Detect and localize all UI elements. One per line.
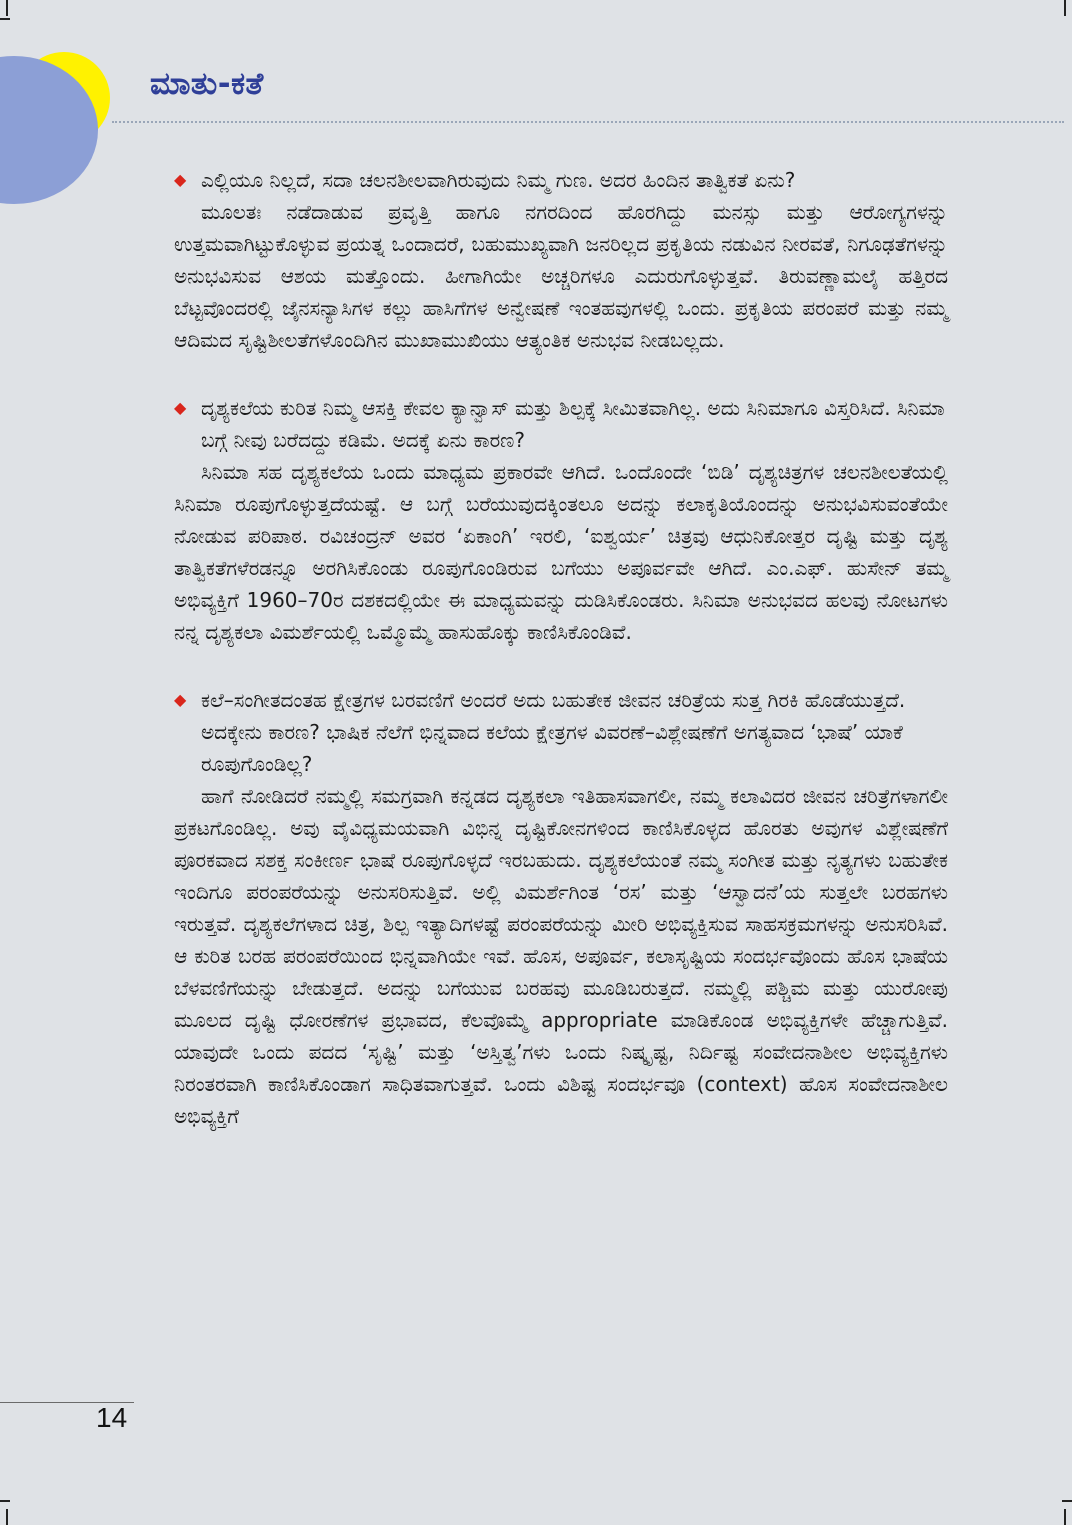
red-diamond-bullet-icon: ◆ [174, 690, 187, 709]
interview-content [174, 164, 948, 1168]
question-2 [174, 392, 948, 456]
red-diamond-bullet-icon: ◆ [174, 398, 187, 417]
question-1 [174, 164, 948, 196]
question-2-text: ದೃಶ್ಯಕಲೆಯ ಕುರಿತ ನಿಮ್ಮ ಆಸಕ್ತಿ ಕೇವಲ ಕ್ಯಾನ್ವಾಸ್ ಮತ್ತು ಶಿಲ್ಪಕ್ಕೆ ಸೀಮಿತವಾಗಿಲ್ಲ. ಅದು ಸಿನಿಮಾಗೂ ವಿಸ್ತರಿಸಿದೆ. ಸಿನಿಮಾ ಬಗ್ಗೆ ನೀವು ಬರೆದದ್ದು ಕಡಿಮೆ. ಅದಕ್ಕೆ ಏನು ಕಾರಣ? [201, 396, 945, 452]
crop-mark-right-lower [1062, 1500, 1072, 1502]
crop-mark-left-upper [0, 18, 10, 20]
crop-mark-top-left [6, 0, 8, 16]
qa-block-3 [174, 684, 948, 1132]
answer-1: ಮೂಲತಃ ನಡೆದಾಡುವ ಪ್ರವೃತ್ತಿ ಹಾಗೂ ನಗರದಿಂದ ಹೊರಗಿದ್ದು ಮನಸ್ಸು ಮತ್ತು ಆರೋಗ್ಯಗಳನ್ನು ಉತ್ತಮವಾಗಿಟ್ಟುಕೊಳ್ಳುವ ಪ್ರಯತ್ನ ಒಂದಾದರೆ, ಬಹುಮುಖ್ಯವಾಗಿ ಜನರಿಲ್ಲದ ಪ್ರಕೃತಿಯ ನಡುವಿನ ನೀರವತೆ, ನಿಗೂಢತೆಗಳನ್ನು ಅನುಭವಿಸುವ ಆಶಯ ಮತ್ತೊಂದು. ಹೀಗಾಗಿಯೇ ಅಚ್ಚರಿಗಳೂ ಎದುರುಗೊಳ್ಳುತ್ತವೆ. ತಿರುವಣ್ಣಾಮಲೈ ಹತ್ತಿರದ ಬೆಟ್ಟವೊಂದರಲ್ಲಿ ಜೈನಸನ್ಯಾಸಿಗಳ ಕಲ್ಲು ಹಾಸಿಗೆಗಳ ಅನ್ವೇಷಣೆ ಇಂತಹವುಗಳಲ್ಲಿ ಒಂದು. ಪ್ರಕೃತಿಯ ಪರಂಪರೆ ಮತ್ತು ನಮ್ಮ ಆದಿಮದ ಸೃಷ್ಟಿಶೀಲತೆಗಳೊಂದಿಗಿನ ಮುಖಾಮುಖಿಯು ಆತ್ಯಂತಿಕ ಅನುಭವ ನೀಡಬಲ್ಲದು. [174, 200, 949, 352]
crop-mark-bottom-right [1064, 1509, 1066, 1525]
answer-2: ಸಿನಿಮಾ ಸಹ ದೃಶ್ಯಕಲೆಯ ಒಂದು ಮಾಧ್ಯಮ ಪ್ರಕಾರವೇ ಆಗಿದೆ. ಒಂದೊಂದೇ ‘ಬಿಡಿ’ ದೃಶ್ಯಚಿತ್ರಗಳ ಚಲನಶೀಲತೆಯಲ್ಲಿ ಸಿನಿಮಾ ರೂಪುಗೊಳ್ಳುತ್ತದೆಯಷ್ಟೆ. ಆ ಬಗ್ಗೆ ಬರೆಯುವುದಕ್ಕಿಂತಲೂ ಅದನ್ನು ಕಲಾಕೃತಿಯೊಂದನ್ನು ಅನುಭವಿಸುವಂತೆಯೇ ನೋಡುವ ಪರಿಪಾಠ. ರವಿಚಂದ್ರನ್ ಅವರ ‘ಏಕಾಂಗಿ’ ಇರಲಿ, ‘ಐಶ್ವರ್ಯ’ ಚಿತ್ರವು ಆಧುನಿಕೋತ್ತರ ದೃಷ್ಟಿ ಮತ್ತು ದೃಶ್ಯ ತಾತ್ವಿಕತೆಗಳೆರಡನ್ನೂ ಅರಗಿಸಿಕೊಂಡು ರೂಪುಗೊಂಡಿರುವ ಬಗೆಯು ಅಪೂರ್ವವೇ ಆಗಿದೆ. ಎಂ.ಎಫ್. ಹುಸೇನ್ ತಮ್ಮ ಅಭಿವ್ಯಕ್ತಿಗೆ 1960–70ರ ದಶಕದಲ್ಲಿಯೇ ಈ ಮಾಧ್ಯಮವನ್ನು ದುಡಿಸಿಕೊಂಡರು. ಸಿನಿಮಾ ಅನುಭವದ ಹಲವು ನೋಟಗಳು ನನ್ನ ದೃಶ್ಯಕಲಾ ವಿಮರ್ಶೆಯಲ್ಲಿ ಒಮ್ಮೊಮ್ಮೆ ಹಾಸುಹೊಕ್ಕು ಕಾಣಿಸಿಕೊಂಡಿವೆ. [174, 460, 948, 644]
crop-mark-top-right [1064, 0, 1066, 16]
qa-block-2 [174, 392, 948, 648]
crop-mark-left-lower [0, 1500, 10, 1502]
question-3 [174, 684, 948, 780]
question-1-text: ಎಲ್ಲಿಯೂ ನಿಲ್ಲದೆ, ಸದಾ ಚಲನಶೀಲವಾಗಿರುವುದು ನಿಮ್ಮ ಗುಣ. ಅದರ ಹಿಂದಿನ ತಾತ್ವಿಕತೆ ಏನು? [201, 168, 796, 192]
qa-block-1 [174, 164, 948, 356]
question-3-text: ಕಲೆ–ಸಂಗೀತದಂತಹ ಕ್ಷೇತ್ರಗಳ ಬರವಣಿಗೆ ಅಂದರೆ ಅದು ಬಹುತೇಕ ಜೀವನ ಚರಿತ್ರೆಯ ಸುತ್ತ ಗಿರಕಿ ಹೊಡೆಯುತ್ತದೆ. ಅದಕ್ಕೇನು ಕಾರಣ? ಭಾಷಿಕ ನೆಲೆಗೆ ಭಿನ್ನವಾದ ಕಲೆಯ ಕ್ಷೇತ್ರಗಳ ವಿವರಣೆ–ವಿಶ್ಲೇಷಣೆಗೆ ಅಗತ್ಯವಾದ ‘ಭಾಷೆ’ ಯಾಕೆ ರೂಪುಗೊಂಡಿಲ್ಲ? [201, 688, 906, 776]
header-dotted-rule [112, 121, 1064, 123]
red-diamond-bullet-icon: ◆ [174, 170, 187, 189]
page-number: 14 [96, 1402, 128, 1433]
section-title: ಮಾತು-ಕತೆ [150, 66, 264, 102]
answer-3: ಹಾಗೆ ನೋಡಿದರೆ ನಮ್ಮಲ್ಲಿ ಸಮಗ್ರವಾಗಿ ಕನ್ನಡದ ದೃಶ್ಯಕಲಾ ಇತಿಹಾಸವಾಗಲೀ, ನಮ್ಮ ಕಲಾವಿದರ ಜೀವನ ಚರಿತ್ರೆಗಳಾಗಲೀ ಪ್ರಕಟಗೊಂಡಿಲ್ಲ. ಅವು ವೈವಿಧ್ಯಮಯವಾಗಿ ವಿಭಿನ್ನ ದೃಷ್ಟಿಕೋನಗಳಿಂದ ಕಾಣಿಸಿಕೊಳ್ಳದ ಹೊರತು ಅವುಗಳ ವಿಶ್ಲೇಷಣೆಗೆ ಪೂರಕವಾದ ಸಶಕ್ತ ಸಂಕೀರ್ಣ ಭಾಷೆ ರೂಪುಗೊಳ್ಳದೆ ಇರಬಹುದು. ದೃಶ್ಯಕಲೆಯಂತೆ ನಮ್ಮ ಸಂಗೀತ ಮತ್ತು ನೃತ್ಯಗಳು ಬಹುತೇಕ ಇಂದಿಗೂ ಪರಂಪರೆಯನ್ನು ಅನುಸರಿಸುತ್ತಿವೆ. ಅಲ್ಲಿ ವಿಮರ್ಶೆಗಿಂತ ‘ರಸ’ ಮತ್ತು ‘ಆಸ್ವಾದನೆ’ಯ ಸುತ್ತಲೇ ಬರಹಗಳು ಇರುತ್ತವೆ. ದೃಶ್ಯಕಲೆಗಳಾದ ಚಿತ್ರ, ಶಿಲ್ಪ ಇತ್ಯಾದಿಗಳಷ್ಟೆ ಪರಂಪರೆಯನ್ನು ಮೀರಿ ಅಭಿವ್ಯಕ್ತಿಸುವ ಸಾಹಸಕ್ರಮಗಳನ್ನು ಅನುಸರಿಸಿವೆ. ಆ ಕುರಿತ ಬರಹ ಪರಂಪರೆಯಿಂದ ಭಿನ್ನವಾಗಿಯೇ ಇವೆ. ಹೊಸ, ಅಪೂರ್ವ, ಕಲಾಸೃಷ್ಟಿಯ ಸಂದರ್ಭವೊಂದು ಹೊಸ ಭಾಷೆಯ ಬೆಳವಣಿಗೆಯನ್ನು ಬೇಡುತ್ತದೆ. ಅದನ್ನು ಬಗೆಯುವ ಬರಹವು ಮೂಡಿಬರುತ್ತದೆ. ನಮ್ಮಲ್ಲಿ ಪಶ್ಚಿಮ ಮತ್ತು ಯುರೋಪು ಮೂಲದ ದೃಷ್ಟಿ ಧೋರಣೆಗಳ ಪ್ರಭಾವದ, ಕೆಲವೊಮ್ಮೆ appropriate ಮಾಡಿಕೊಂಡ ಅಭಿವ್ಯಕ್ತಿಗಳೇ ಹೆಚ್ಚಾಗುತ್ತಿವೆ. ಯಾವುದೇ ಒಂದು ಪದದ ‘ಸೃಷ್ಟಿ’ ಮತ್ತು ‘ಅಸ್ತಿತ್ವ’ಗಳು ಒಂದು ನಿಷ್ಕೃಷ್ಟ, ನಿರ್ದಿಷ್ಟ ಸಂವೇದನಾಶೀಲ ಅಭಿವ್ಯಕ್ತಿಗಳು ನಿರಂತರವಾಗಿ ಕಾಣಿಸಿಕೊಂಡಾಗ ಸಾಧಿತವಾಗುತ್ತವೆ. ಒಂದು ವಿಶಿಷ್ಟ ಸಂದರ್ಭವೂ (context) ಹೊಸ ಸಂವೇದನಾಶೀಲ ಅಭಿವ್ಯಕ್ತಿಗೆ [174, 784, 948, 1128]
crop-mark-bottom-left [6, 1509, 8, 1525]
